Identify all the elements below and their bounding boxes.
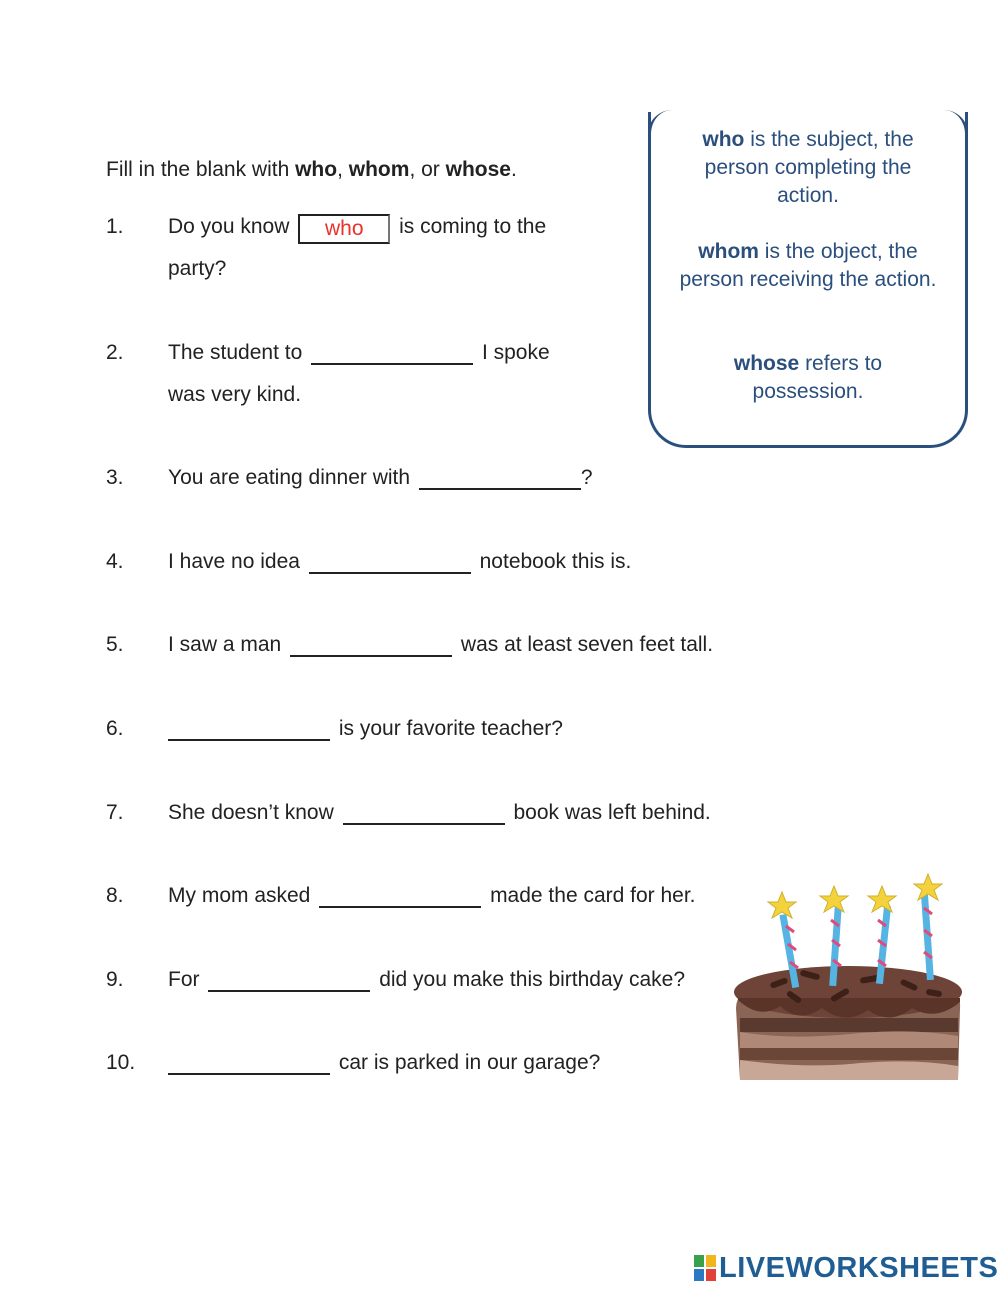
hint-word: whose — [733, 352, 800, 375]
answer-blank-5[interactable] — [290, 633, 452, 657]
question-text-before: Do you know — [168, 215, 290, 238]
answer-blank-3[interactable] — [419, 466, 581, 490]
answer-blank-7[interactable] — [343, 801, 505, 825]
hint-who — [673, 126, 943, 210]
question-text-after: ? — [580, 466, 593, 489]
question-text-before: The student to — [168, 341, 303, 364]
question-number: 2. — [106, 341, 124, 364]
question-text-before: I saw a man — [168, 633, 282, 656]
question-number: 8. — [106, 884, 124, 907]
question-text-before: For — [168, 968, 200, 991]
question-text-after: was at least seven feet tall. — [460, 633, 714, 656]
question-number: 9. — [106, 968, 124, 991]
question-text-after: is coming to the — [399, 215, 547, 238]
instructions-sep2: , or — [409, 158, 446, 181]
instructions-suffix: . — [510, 158, 517, 181]
question-number: 4. — [106, 550, 124, 573]
question-number: 10. — [106, 1051, 136, 1074]
instructions-sep1: , — [337, 158, 349, 181]
hint-whom — [673, 238, 943, 294]
hint-word: who — [702, 128, 745, 151]
instructions-word-who: who — [295, 158, 338, 181]
liveworksheets-logo-icon — [694, 1255, 716, 1281]
brand-logo[interactable] — [694, 1252, 998, 1284]
hint-box — [648, 112, 968, 448]
question-text-after: notebook this is. — [479, 550, 632, 573]
hint-whose — [701, 350, 915, 406]
hint-word: whom — [698, 240, 759, 263]
question-text-after: book was left behind. — [513, 801, 711, 824]
question-number: 3. — [106, 466, 124, 489]
question-text-line2: was very kind. — [168, 383, 302, 406]
answer-blank-2[interactable] — [311, 341, 473, 365]
answer-blank-4[interactable] — [309, 550, 471, 574]
question-number: 1. — [106, 215, 124, 238]
answer-blank-8[interactable] — [319, 884, 481, 908]
question-number: 7. — [106, 801, 124, 824]
question-number: 6. — [106, 717, 124, 740]
question-text-before: You are eating dinner with — [168, 466, 411, 489]
instructions-prefix: Fill in the blank with — [106, 158, 296, 181]
answer-blank-10[interactable] — [168, 1051, 330, 1075]
question-number: 5. — [106, 633, 124, 656]
birthday-cake-icon — [730, 868, 970, 1088]
question-text-after: did you make this birthday cake? — [379, 968, 686, 991]
question-text-after: made the card for her. — [490, 884, 696, 907]
hint-text: is the subject, the person completing the action. — [704, 128, 914, 207]
question-text-after: car is parked in our garage? — [338, 1051, 601, 1074]
answer-input-1[interactable] — [298, 214, 390, 244]
question-text-before: My mom asked — [168, 884, 311, 907]
answer-blank-9[interactable] — [208, 968, 370, 992]
hint-text: is the object, the person receiving the action. — [679, 240, 937, 291]
question-text-after: is your favorite teacher? — [338, 717, 563, 740]
instructions-word-whose: whose — [445, 158, 511, 181]
question-text-after: I spoke — [481, 341, 550, 364]
answer-blank-6[interactable] — [168, 717, 330, 741]
question-text-line2: party? — [168, 257, 227, 280]
question-text-before: I have no idea — [168, 550, 300, 573]
instructions — [106, 158, 517, 182]
instructions-word-whom: whom — [348, 158, 410, 181]
question-text-before: She doesn’t know — [168, 801, 334, 824]
hint-text: refers to possession. — [752, 352, 883, 403]
brand-name: LIVEWORKSHEETS — [719, 1251, 999, 1284]
